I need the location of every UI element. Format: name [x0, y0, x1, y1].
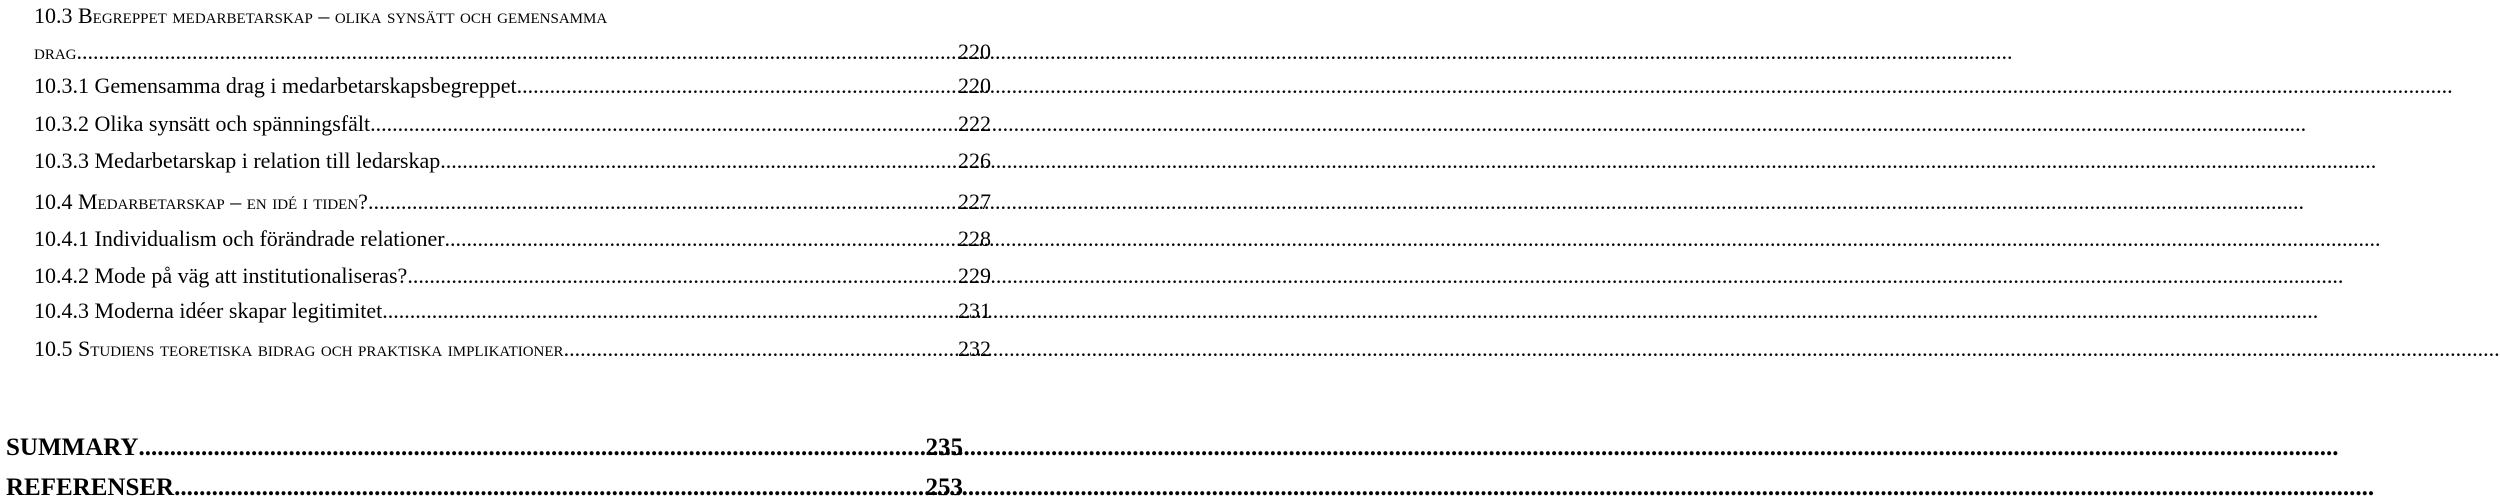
toc-entry-title: 10.3 Begreppet medarbetarskap – olika synsätt och gemensamma: [34, 3, 608, 28]
toc-entry-title: 10.3.3 Medarbetarskap i relation till ledarskap: [34, 148, 441, 173]
toc-leader-dots: [138, 434, 925, 462]
toc-entry-title: 10.3.2 Olika synsätt och spänningsfält: [34, 111, 371, 136]
toc-page-number: 222: [958, 111, 991, 136]
toc-entry-referenser[interactable]: [0, 474, 963, 502]
toc-entry-title: 10.4 Medarbetarskap – en idé i tiden?: [34, 189, 368, 214]
toc-entry-title: drag: [34, 39, 77, 64]
toc-entry-title: 10.4.2 Mode på väg att institutionaliseras?: [34, 263, 408, 288]
toc-page-number: 253: [925, 474, 963, 501]
toc-leader-dots: [440, 148, 958, 174]
toc-leader-dots: [77, 39, 958, 65]
toc-heading-10-3-line1: [34, 3, 607, 29]
toc-entry-10-4-2[interactable]: [0, 263, 991, 289]
toc-page-number: 228: [958, 226, 991, 251]
toc-entry-title: REFERENSER: [6, 474, 175, 501]
toc-page-number: 232: [958, 336, 991, 361]
toc-entry-title: SUMMARY: [6, 434, 139, 461]
toc-page-number: 226: [958, 148, 991, 173]
toc-entry-10-3-2[interactable]: [0, 111, 991, 137]
toc-leader-dots: [407, 263, 958, 289]
toc-page-number: 220: [958, 39, 991, 64]
toc-leader-dots: [370, 111, 958, 137]
toc-page-number: 235: [925, 434, 963, 461]
toc-entry-title: 10.4.1 Individualism och förändrade relationer: [34, 226, 445, 251]
toc-entry-10-4-1[interactable]: [0, 226, 991, 252]
toc-entry-10-4-3[interactable]: [0, 298, 991, 324]
toc-entry-10-3-3[interactable]: [0, 148, 991, 174]
toc-entry-title: 10.4.3 Moderna idéer skapar legitimitet: [34, 298, 383, 323]
table-of-contents: [0, 0, 991, 504]
toc-page-number: 227: [958, 189, 991, 214]
toc-page-number: 220: [958, 73, 991, 98]
toc-page-number: 231: [958, 298, 991, 323]
toc-entry-10-3-1[interactable]: [0, 73, 991, 99]
toc-entry-10-4[interactable]: [0, 189, 991, 215]
toc-page-number: 229: [958, 263, 991, 288]
toc-leader-dots: [564, 336, 958, 362]
toc-leader-dots: [174, 474, 925, 502]
toc-entry-title: 10.3.1 Gemensamma drag i medarbetarskapsbegreppet: [34, 73, 517, 98]
toc-leader-dots: [445, 226, 958, 252]
toc-entry-summary[interactable]: [0, 434, 963, 462]
toc-entry-10-5[interactable]: [0, 336, 991, 362]
toc-leader-dots: [517, 73, 958, 99]
toc-leader-dots: [368, 189, 958, 215]
toc-entry-title: 10.5 Studiens teoretiska bidrag och praktiska implikationer: [34, 336, 564, 361]
toc-leader-dots: [382, 298, 958, 324]
toc-entry-10-3[interactable]: [0, 39, 991, 65]
